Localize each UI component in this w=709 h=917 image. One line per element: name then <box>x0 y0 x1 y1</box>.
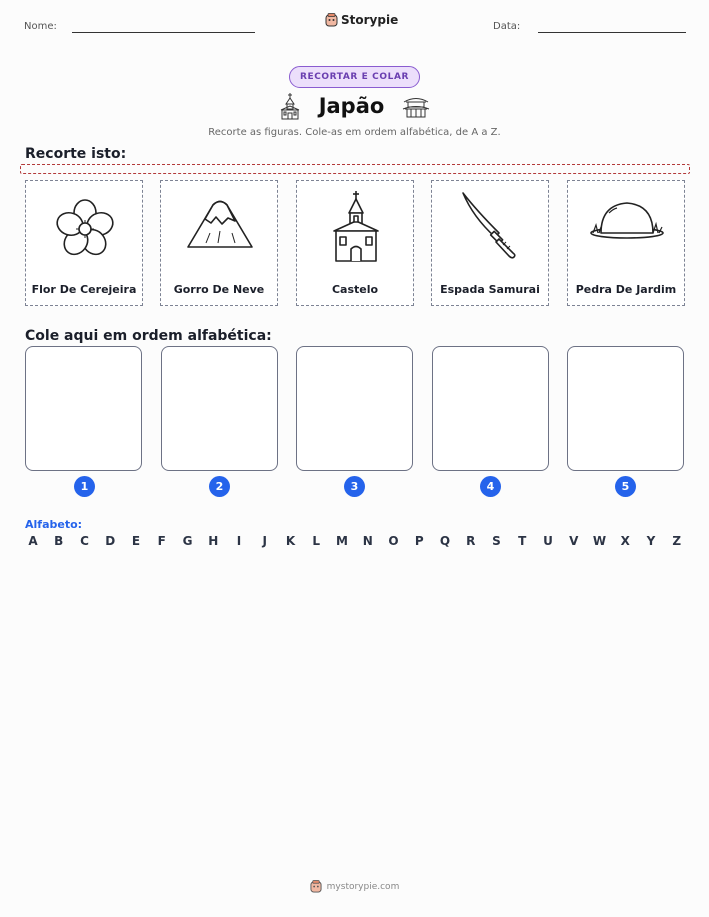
alphabet-letter: B <box>54 534 64 548</box>
castle-icon <box>316 189 396 269</box>
alphabet-letter: J <box>262 534 267 548</box>
name-line <box>72 32 255 33</box>
brand-name: Storypie <box>341 13 399 27</box>
paste-slot-5[interactable] <box>567 346 684 471</box>
storypie-mascot-icon <box>325 13 338 27</box>
instructions: Recorte as figuras. Cole-as em ordem alfabética, de A a Z. <box>208 127 501 138</box>
alphabet-letter: M <box>336 534 348 548</box>
alphabet-letter: A <box>28 534 38 548</box>
alphabet-letter: V <box>569 534 579 548</box>
date-line <box>538 32 686 33</box>
alphabet-letter: O <box>388 534 399 548</box>
cut-card-cherry-blossom[interactable] <box>25 180 143 306</box>
card-label: Gorro De Neve <box>173 283 265 296</box>
alphabet-letter: Y <box>646 534 656 548</box>
cut-line <box>20 164 690 174</box>
card-label: Castelo <box>331 283 379 296</box>
cut-card-snowy-mountain[interactable] <box>160 180 278 306</box>
alphabet-letter: S <box>492 534 501 548</box>
date-label: Data: <box>493 21 521 32</box>
paste-slot-4[interactable] <box>432 346 549 471</box>
alphabet-letter: G <box>182 534 193 548</box>
alphabet-letter: N <box>362 534 373 548</box>
paste-section-label: Cole aqui em ordem alfabética: <box>25 328 272 344</box>
slot-number-4: 4 <box>480 476 501 497</box>
alphabet-letter: K <box>285 534 296 548</box>
cut-section-label: Recorte isto: <box>25 146 127 162</box>
alphabet-letter: W <box>592 534 607 548</box>
card-label: Flor De Cerejeira <box>31 283 137 296</box>
cut-card-samurai-sword[interactable] <box>431 180 549 306</box>
card-label: Pedra De Jardim <box>575 283 677 296</box>
samurai-sword-icon <box>451 189 531 269</box>
paste-slot-1[interactable] <box>25 346 142 471</box>
chapel-icon <box>279 92 301 120</box>
title-row <box>0 92 709 120</box>
alphabet-letter: Q <box>439 534 451 548</box>
alphabet-row <box>25 534 685 548</box>
cherry-blossom-icon <box>45 189 125 269</box>
alphabet-letter: L <box>312 534 321 548</box>
alphabet-letter: C <box>80 534 89 548</box>
snowy-mountain-icon <box>180 189 260 269</box>
storypie-logo <box>325 13 398 27</box>
alphabet-letter: D <box>105 534 116 548</box>
slot-number-1: 1 <box>74 476 95 497</box>
alphabet-letter: R <box>466 534 476 548</box>
page-title: Japão <box>318 94 385 118</box>
slot-number-2: 2 <box>209 476 230 497</box>
alphabet-letter: I <box>236 534 242 548</box>
storypie-mascot-icon <box>310 880 322 893</box>
paste-slot-3[interactable] <box>296 346 413 471</box>
name-label: Nome: <box>24 21 57 32</box>
alphabet-letter: F <box>157 534 166 548</box>
alphabet-letter: T <box>518 534 527 548</box>
alphabet-letter: E <box>131 534 141 548</box>
alphabet-letter: X <box>620 534 630 548</box>
cut-card-castle[interactable] <box>296 180 414 306</box>
alphabet-letter: U <box>543 534 553 548</box>
japanese-house-icon <box>402 94 430 118</box>
alphabet-letter: Z <box>672 534 682 548</box>
activity-badge: RECORTAR E COLAR <box>289 66 420 88</box>
alphabet-letter: H <box>208 534 219 548</box>
paste-slot-2[interactable] <box>161 346 278 471</box>
slot-number-3: 3 <box>344 476 365 497</box>
garden-stone-icon <box>587 189 667 269</box>
footer <box>0 880 709 893</box>
alphabet-label: Alfabeto: <box>25 518 83 531</box>
cut-card-garden-stone[interactable] <box>567 180 685 306</box>
footer-url[interactable]: mystorypie.com <box>326 881 400 892</box>
alphabet-letter: P <box>414 534 424 548</box>
slot-number-5: 5 <box>615 476 636 497</box>
card-label: Espada Samurai <box>440 283 540 296</box>
